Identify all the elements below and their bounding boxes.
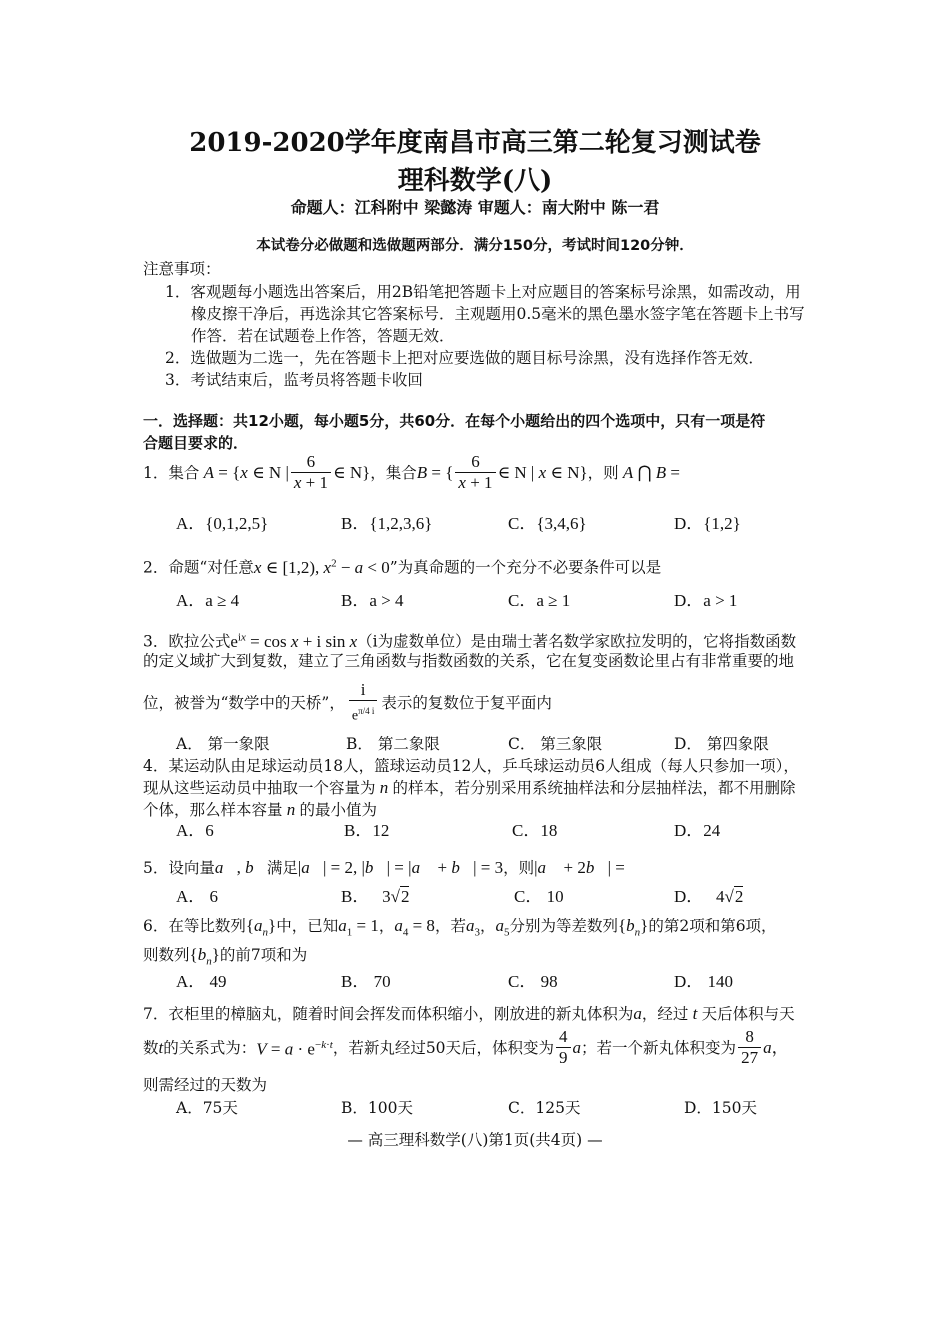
q5-option-b[interactable]: B． 3√2 [341, 887, 410, 906]
q4-option-c[interactable]: C．18 [512, 821, 558, 840]
section-heading-cont: 合题目要求的． [143, 434, 249, 452]
notes-item: 作答．若在试题卷上作答，答题无效． [191, 327, 455, 345]
q7-text: ，若新丸经过50天后，体积变为 [332, 1038, 555, 1057]
q4-option-d[interactable]: D．24 [674, 821, 721, 840]
q6-text: 的第2项和第6项， [648, 917, 777, 935]
q4-option-a[interactable]: A．6 [176, 821, 214, 840]
q2-text: ”为真命题的一个充分不必要条件可以是 [389, 558, 662, 577]
q5-option-d[interactable]: D． 4√2 [674, 887, 744, 906]
q5-number: 5． [143, 859, 169, 877]
q5-option-d-label: D． [674, 887, 704, 906]
q3-text: （i为虚数单位）是由瑞士著名数学家欧拉发明的，它将指数函数 [357, 632, 797, 651]
q1-text: ，则 [587, 463, 619, 482]
q2-number: 2． [143, 558, 169, 577]
q7-option-d[interactable]: D．150天 [684, 1099, 758, 1117]
question-6: 6．在等比数列$\{a_n\}$中，已知$a_1 = 1$，$a_4 = 8$，若$a_3$，$a_5$分别为等差数列$\{b_n\}$的第2项和第6项， [143, 916, 777, 939]
q4-text: 的样本，若分别采用系统抽样法和分层抽样法，都不用删除 [392, 779, 796, 797]
q5-text: ，则 [503, 859, 535, 877]
q3-text: 欧拉公式 [168, 632, 231, 651]
q1-option-a[interactable]: A．{0,1,2,5} [176, 514, 269, 533]
q4-text: 个体，那么样本容量 [143, 801, 283, 819]
q6-option-c[interactable]: C． 98 [508, 972, 558, 991]
q6-text: 分别为等差数列 [509, 917, 618, 935]
question-3: 3．欧拉公式$e^{ix} = \cos x + i$ sin x（i为虚数单位）是由瑞士著名数学家欧拉发明的，它将指数函数 [143, 631, 797, 651]
q4-text: 现从这些运动员中抽取一个容量为 [143, 779, 376, 797]
q1-option-d[interactable]: D．{1,2} [674, 514, 741, 533]
q6-text: ，若 [434, 917, 466, 935]
notes-item: 橡皮擦干净后，再选涂其它答案标号．主观题用0.5毫米的黑色墨水签字笔在答题卡上书写 [191, 305, 805, 323]
q3-number: 3． [143, 632, 169, 651]
q6-text: 的前7项和为 [219, 946, 308, 964]
q3-option-d[interactable]: D． 第四象限 [674, 735, 769, 753]
exam-info: 本试卷分必做题和选做题两部分．满分150分，考试时间120分钟． [256, 238, 694, 254]
q3-line3: 位，被誉为“数学中的天桥”， $\frac{i}{e^{\pi/4 i}}$ 表示的复数位于复平面内 [143, 680, 552, 727]
q5-option-d-coef: 4 [716, 887, 725, 906]
notes-heading: 注意事项： [143, 260, 221, 278]
q3-option-a[interactable]: A． 第一象限 [176, 735, 270, 753]
q2-option-b[interactable]: B．a > 4 [341, 591, 404, 610]
q5-option-b-label: B． [341, 887, 370, 906]
q5-option-c[interactable]: C． 10 [514, 887, 564, 906]
q3-option-c[interactable]: C． 第三象限 [508, 735, 603, 753]
page-footer: — 高三理科数学(八)第1页(共4页) — [347, 1131, 603, 1149]
q4-line3: 个体，那么样本容量 n 的最小值为 [143, 800, 378, 819]
q3-line2: 的定义域扩大到复数，建立了三角函数与指数函数的关系，它在复变函数论里占有非常重要的地 [143, 652, 795, 670]
q7-text: ；若一个新丸体积变为 [581, 1038, 737, 1057]
q1-option-b[interactable]: B．{1,2,3,6} [341, 514, 433, 533]
q5-option-b-coef: 3 [382, 887, 391, 906]
q6-text: 6．在等比数列 [143, 917, 246, 935]
q7-option-a[interactable]: A．75天 [176, 1099, 238, 1117]
question-2: 2．命题“对任意x ∈ [1,2), $x^2 - a < 0$”为真命题的一个充分不必要条件可以是 [143, 557, 662, 577]
q6-text: 则数列 [143, 946, 190, 964]
notes-item: 3．考试结束后，监考员将答题卡收回 [165, 371, 423, 389]
q2-text: 命题“对任意 [168, 558, 254, 577]
q2-option-c[interactable]: C．a ≥ 1 [508, 591, 571, 610]
q7-text: 7．衣柜里的樟脑丸，随着时间会挥发而体积缩小，刚放进的新丸体积为 [143, 1005, 634, 1023]
q6-text: 中，已知 [276, 917, 339, 935]
q3-text: 位，被誉为“数学中的天桥”， [143, 694, 345, 713]
notes-item: 1．客观题每小题选出答案后，用2B铅笔把答题卡上对应题目的答案标号涂黑，如需改动，用 [165, 283, 801, 301]
q7-text: ，经过 [641, 1005, 689, 1023]
q7-option-c[interactable]: C．125天 [508, 1099, 581, 1117]
q6-option-d[interactable]: D． 140 [674, 972, 734, 991]
q6-option-b[interactable]: B． 70 [341, 972, 391, 991]
q7-line3: 则需经过的天数为 [143, 1076, 268, 1094]
q1-number: 1． [143, 463, 169, 482]
question-1: 1． 集合 A = {x ∈ N | $\frac{6}{x + 1}$ ∈ N} ，集合 B = { $\frac{6}{x + 1}$ ∈ N | x ∈ N} ，则 A ⋂ B = [143, 452, 680, 492]
q6-option-a[interactable]: A． 49 [176, 972, 227, 991]
q1-text: ，集合 [370, 463, 417, 482]
q4-text: 的最小值为 [299, 801, 378, 819]
q7-text: 天后体积与天 [701, 1005, 795, 1023]
q5-text: 满足 [266, 859, 298, 877]
question-4: 4．某运动队由足球运动员18人，篮球运动员12人，乒乓球运动员6人组成（每人只参加一项）， [143, 757, 799, 775]
q1-option-c[interactable]: C．{3,4,6} [508, 514, 587, 533]
q4-option-b[interactable]: B．12 [344, 821, 390, 840]
q3-text: 表示的复数位于复平面内 [381, 694, 552, 713]
q4-line2: 现从这些运动员中抽取一个容量为 n 的样本，若分别采用系统抽样法和分层抽样法，都不用删除 [143, 778, 796, 797]
q6-line2: 则数列$\{b_n\}$的前7项和为 [143, 945, 308, 968]
question-7: 7．衣柜里的樟脑丸，随着时间会挥发而体积缩小，刚放进的新丸体积为a，经过 t 天后体积与天 [143, 1004, 795, 1023]
q7-line2: 数 t 的关系式为： $V = a \cdot e^{-k\cdot t}$ ，若新丸经过50天后，体积变为 $\frac{4}{9}$ a ；若一个新丸体积变为 $\frac{8}{27}$ a， [143, 1027, 789, 1067]
q7-text: 的关系式为： [163, 1038, 257, 1057]
q2-option-d[interactable]: D．a > 1 [674, 591, 738, 610]
question-5: 5．设向量a⃗, b⃗满足|a⃗| = 2, |b⃗| = |a⃗ + b⃗| = 3，则|a⃗ + 2b⃗| = [143, 858, 625, 877]
q7-text: 数 [143, 1038, 159, 1057]
q2-option-a[interactable]: A．a ≥ 4 [176, 591, 240, 610]
authors-line: 命题人：江科附中 梁懿涛 审题人：南大附中 陈一君 [290, 198, 660, 217]
section-heading: 一．选择题：共12小题，每小题5分，共60分．在每个小题给出的四个选项中，只有一项是符 [143, 412, 766, 430]
exam-subtitle: 理科数学(八) [397, 166, 553, 196]
q7-option-b[interactable]: B．100天 [341, 1099, 413, 1117]
q1-text: 集合 [168, 463, 200, 482]
q5-text: 设向量 [168, 859, 215, 877]
exam-title: 2019-2020学年度南昌市高三第二轮复习测试卷 [189, 128, 761, 158]
q3-option-b[interactable]: B． 第二象限 [346, 735, 440, 753]
notes-item: 2．选做题为二选一，先在答题卡上把对应要选做的题目标号涂黑，没有选择作答无效． [165, 349, 764, 367]
q5-option-a[interactable]: A． 6 [176, 887, 219, 906]
